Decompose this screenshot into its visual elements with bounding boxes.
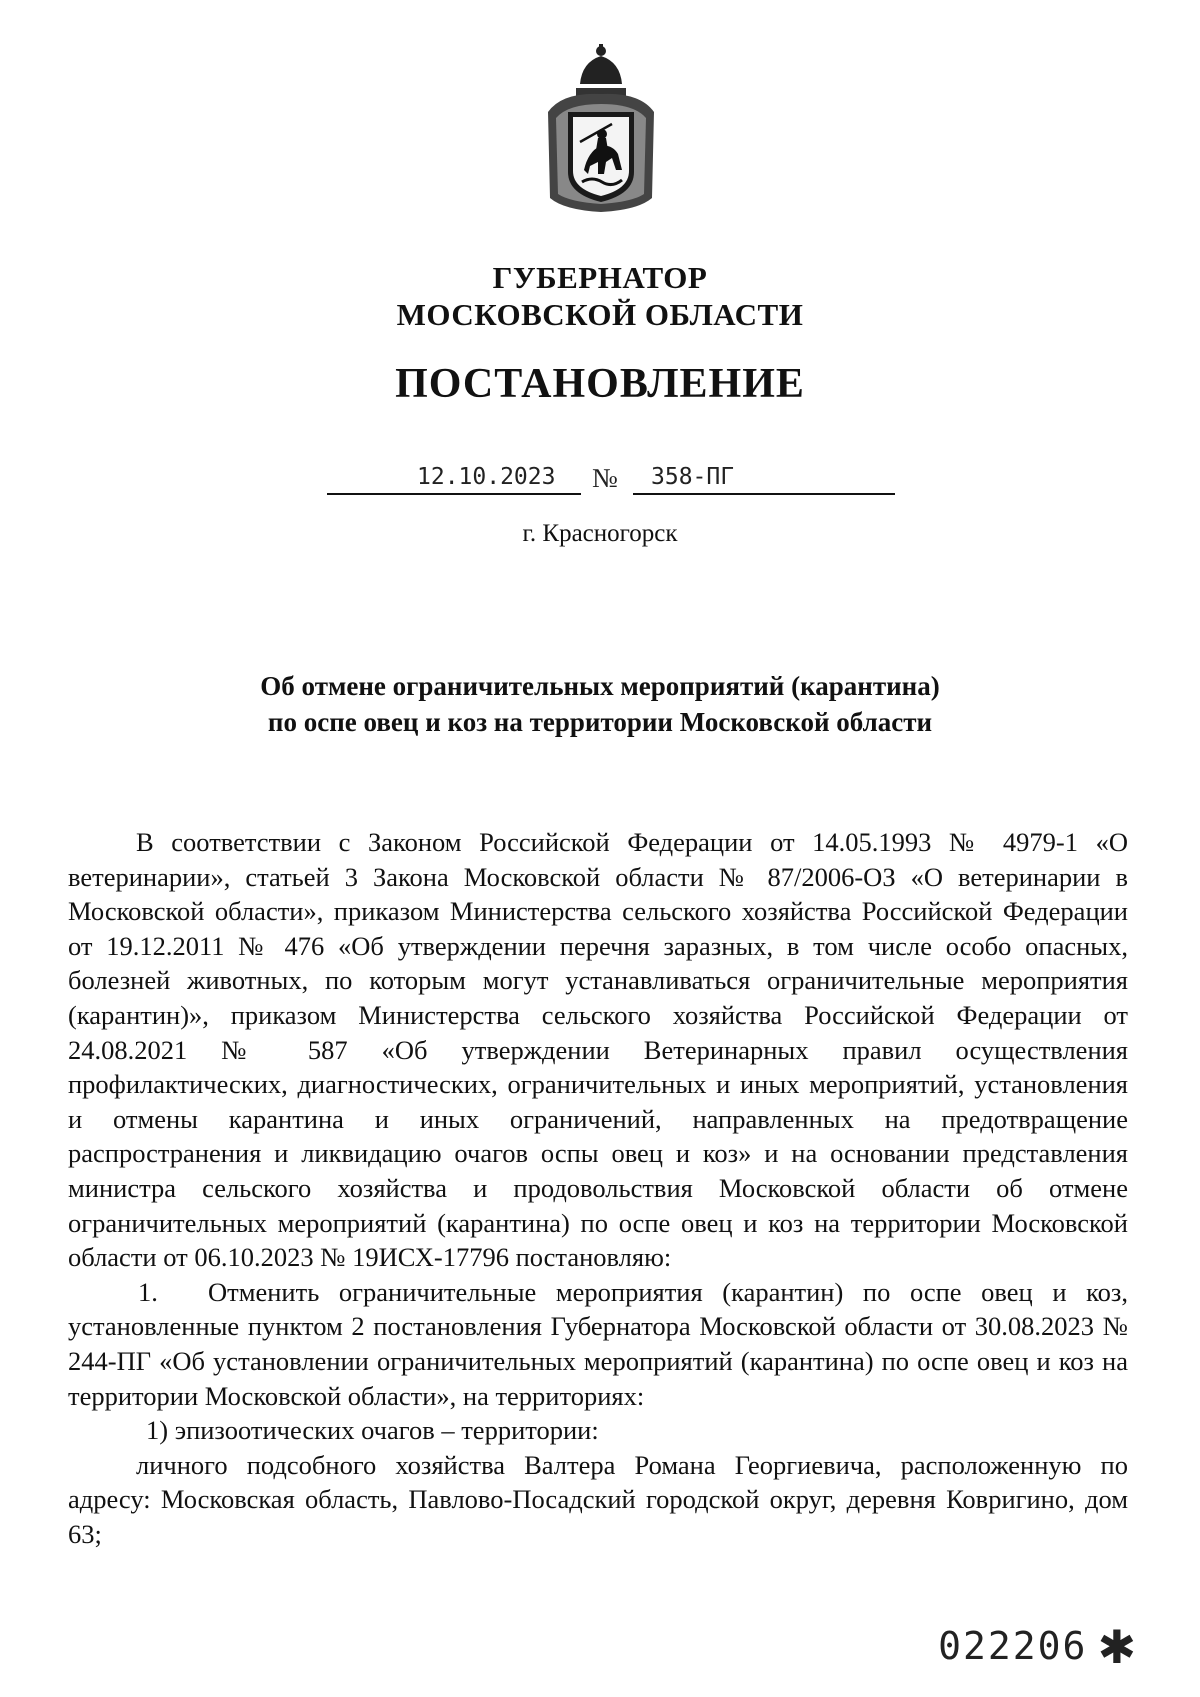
subitem-1: 1) эпизоотических очагов – территории: xyxy=(146,1415,599,1446)
item-1-text: Отменить ограничительные мероприятия (карантин) по оспе овец и коз, установленные пунктом 2 постановления Губернатора Московской области от 30.08.2023 № 244-ПГ «Об установлении ограничительных мероприятий (карантина) по оспе овец и коз на территории Московской области», на территориях: xyxy=(68,1276,1128,1411)
date-number-line xyxy=(327,462,895,498)
issuer-region: МОСКОВСКОЙ ОБЛАСТИ xyxy=(396,297,804,332)
item-1-paragraph xyxy=(68,1275,1128,1413)
registration-star-icon: ✱ xyxy=(1097,1620,1138,1674)
document-type-heading: ПОСТАНОВЛЕНИЕ xyxy=(395,361,805,407)
number-sign: № xyxy=(592,463,618,493)
title-line-2: по оспе овец и коз на территории Московской области xyxy=(267,707,933,737)
issuer-title: ГУБЕРНАТОР xyxy=(492,260,708,295)
document-city: г. Красногорск xyxy=(522,520,678,547)
household-paragraph: личного подсобного хозяйства Валтера Романа Георгиевича, расположенную по адресу: Московская область, Павлово-Посадский городской округ, деревня Ковригино, дом 63; xyxy=(68,1449,1128,1549)
registration-number xyxy=(938,1620,1138,1674)
date-underline xyxy=(327,493,581,495)
document-date: 12.10.2023 xyxy=(417,464,556,490)
document-title xyxy=(0,668,1200,740)
registration-number-value: 022206 xyxy=(938,1624,1088,1668)
document-number: 358-ПГ xyxy=(651,464,735,490)
document-body xyxy=(68,825,1128,1551)
number-underline xyxy=(633,493,895,495)
coat-of-arms-icon xyxy=(542,42,660,214)
item-1-number: 1. xyxy=(138,1276,158,1307)
title-line-1: Об отмене ограничительных мероприятий (карантина) xyxy=(260,671,940,701)
preamble-paragraph: В соответствии с Законом Российской Федерации от 14.05.1993 № 4979-1 «О ветеринарии», статьей 3 Закона Московской области № 87/2006-ОЗ «О ветеринарии в Московской области», приказом Министерства сельского хозяйства Российской Федерации от 19.12.2011 № 476 «Об утверждении перечня заразных, в том числе особо опасных, болезней животных, по которым могут устанавливаться ограничительные мероприятия (карантин)», приказом Министерства сельского хозяйства Российской Федерации от 24.08.2021 № 587 «Об утверждении Ветеринарных правил осуществления профилактических, диагностических, ограничительных и иных мероприятий, установления и отмены карантина и иных ограничений, направленных на предотвращение распространения и ликвидацию очагов оспы овец и коз» и на основании представления министра сельского хозяйства и продовольствия Московской области об отмене ограничительных мероприятий (карантина) по оспе овец и коз на территории Московской области от 06.10.2023 № 19ИСХ-17796 постановляю: xyxy=(68,827,1128,1273)
